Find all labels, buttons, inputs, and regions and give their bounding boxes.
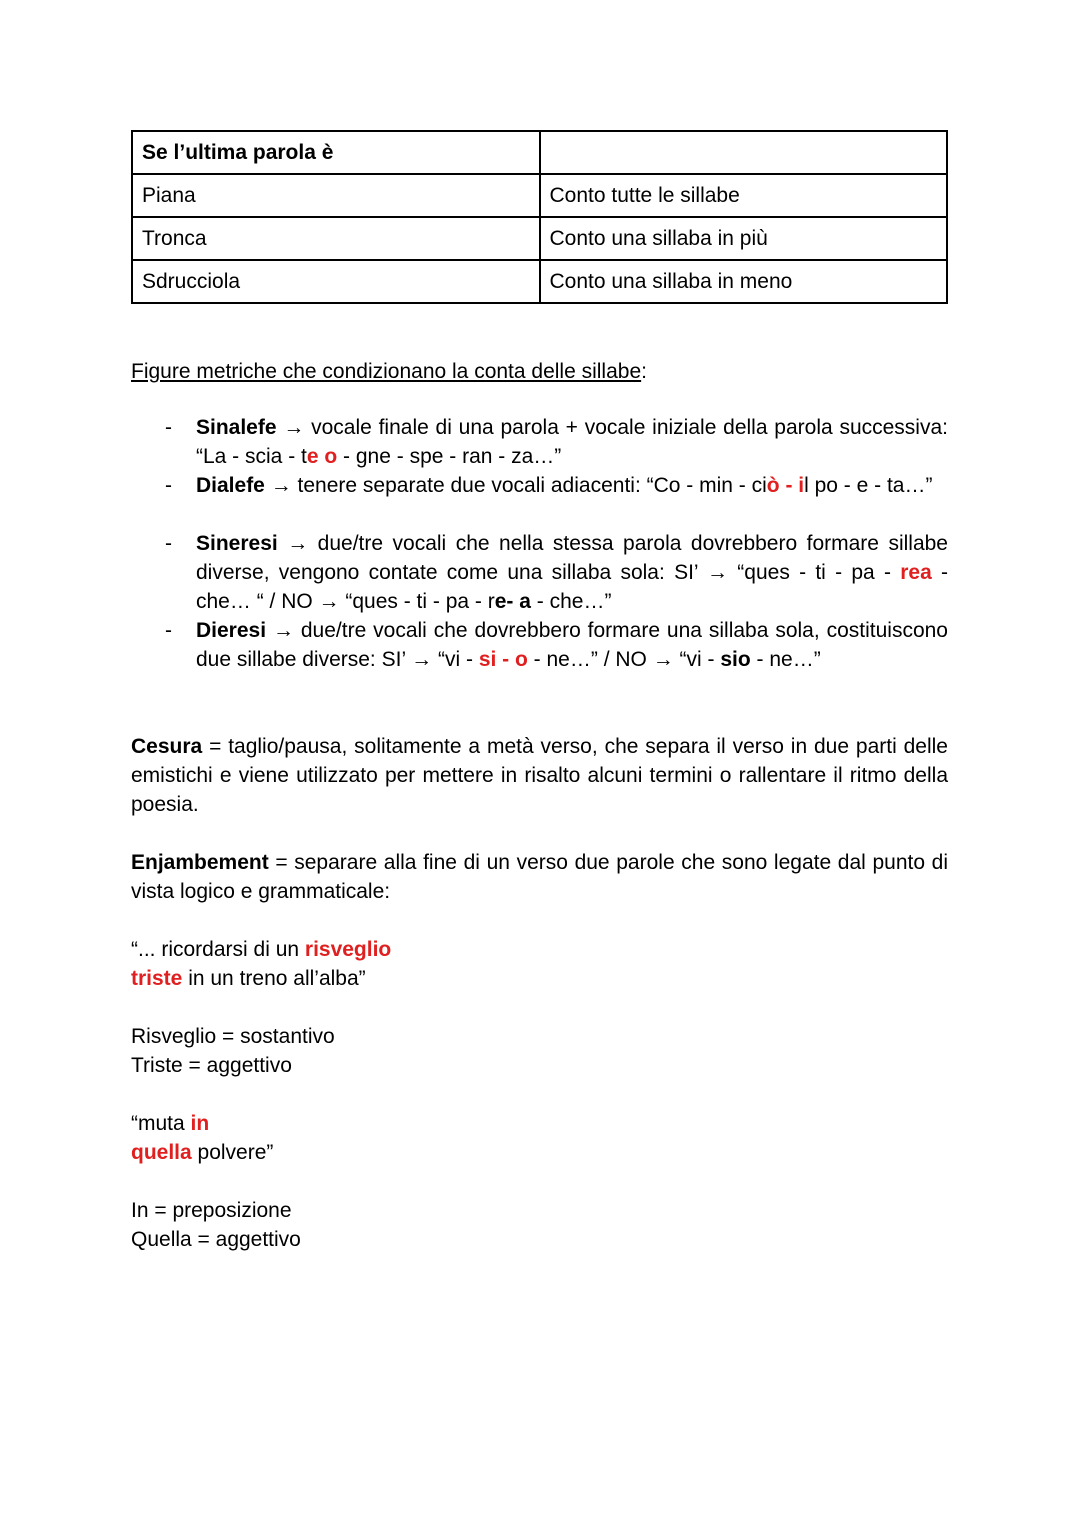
list-item-dialefe: [131, 471, 948, 500]
dialefe-highlight: ò - i: [766, 474, 805, 497]
term-dieresi: Dieresi: [196, 619, 267, 642]
term-sineresi: Sineresi: [196, 532, 278, 555]
enjambement-definition: = separare alla fine di un verso due parole che sono legate dal punto di vista logico e grammaticale:: [131, 851, 948, 903]
dialefe-text-end: l po - e - ta…”: [804, 474, 933, 497]
table-cell-rule: Conto una sillaba in meno: [540, 260, 948, 303]
dieresi-text: → due/tre vocali che dovrebbero formare una sillaba sola, costituiscono due sillabe diverse: SI’ → “vi -: [196, 619, 948, 671]
term-enjambement: Enjambement: [131, 851, 269, 874]
table-header-row: [132, 131, 947, 174]
figures-title-text: Figure metriche che condizionano la conta delle sillabe: [131, 360, 642, 383]
example-2-verse-2: [131, 1138, 948, 1167]
term-cesura: Cesura: [131, 735, 203, 758]
enjambement-example-2: [131, 1109, 948, 1167]
table-cell-word-type: Tronca: [132, 217, 540, 260]
example-2-verse-1: [131, 1109, 948, 1138]
table-row: [132, 217, 947, 260]
table-header-cell: [540, 131, 948, 174]
sineresi-text: → due/tre vocali che nella stessa parola dovrebbero formare sillabe diverse, vengono contate come una sillaba sola: SI’ → “ques - ti - pa -: [196, 532, 948, 584]
verse-highlight: in: [190, 1112, 210, 1135]
verse-highlight: quella: [131, 1141, 192, 1164]
figures-title-colon: :: [641, 360, 647, 383]
example-1-notes: [131, 1022, 948, 1080]
list-item-sinalefe: [131, 413, 948, 471]
example-1-verse-2: [131, 964, 948, 993]
table-header-cell: Se l’ultima parola è: [132, 131, 540, 174]
table-cell-rule: Conto una sillaba in più: [540, 217, 948, 260]
sineresi-text-mid: - che… “ / NO → “ques - ti - pa - r: [196, 561, 948, 613]
table-row: [132, 260, 947, 303]
dieresi-text-end: - ne…”: [750, 648, 821, 671]
dialefe-text: → tenere separate due vocali adiacenti: “Co - min - ci: [264, 474, 767, 497]
table-cell-word-type: Piana: [132, 174, 540, 217]
note-in: In = preposizione: [131, 1199, 292, 1222]
dieresi-bold: sio: [720, 648, 751, 671]
metric-figures-list: [131, 413, 948, 674]
note-quella: Quella = aggettivo: [131, 1228, 301, 1251]
note-triste: Triste = aggettivo: [131, 1054, 292, 1077]
enjambement-example-1: [131, 935, 948, 993]
verse-text: polvere”: [191, 1141, 274, 1164]
sineresi-text-end: - che…”: [530, 590, 612, 613]
document-content: [131, 130, 948, 1254]
table-row: [132, 174, 947, 217]
example-1-verse-1: [131, 935, 948, 964]
example-2-notes: [131, 1196, 948, 1254]
enjambement-paragraph: [131, 848, 948, 906]
note-risveglio: Risveglio = sostantivo: [131, 1025, 335, 1048]
verse-highlight: risveglio: [304, 938, 392, 961]
syllable-rules-table: [131, 130, 948, 304]
sineresi-highlight: rea: [900, 561, 932, 584]
sinalefe-text: → vocale finale di una parola + vocale iniziale della parola successiva: “La - scia - t: [196, 416, 948, 468]
cesura-paragraph: [131, 732, 948, 819]
term-dialefe: Dialefe: [196, 474, 265, 497]
verse-highlight: triste: [131, 967, 183, 990]
figures-section-title: [131, 357, 948, 386]
verse-text: “muta: [131, 1112, 191, 1135]
dieresi-text-mid: - ne…” / NO → “vi -: [527, 648, 721, 671]
table-cell-rule: Conto tutte le sillabe: [540, 174, 948, 217]
term-sinalefe: Sinalefe: [196, 416, 277, 439]
sinalefe-text-end: - gne - spe - ran - za…”: [337, 445, 562, 468]
sinalefe-highlight: e o: [306, 445, 338, 468]
verse-text: in un treno all’alba”: [182, 967, 366, 990]
table-cell-word-type: Sdrucciola: [132, 260, 540, 303]
verse-text: “... ricordarsi di un: [131, 938, 305, 961]
list-item-dieresi: [131, 616, 948, 674]
dieresi-highlight: si - o: [478, 648, 528, 671]
cesura-definition: = taglio/pausa, solitamente a metà verso, che separa il verso in due parti delle emistichi e viene utilizzato per mettere in risalto alcuni termini o rallentare il ritmo della poesia.: [131, 735, 948, 816]
sineresi-bold: e- a: [494, 590, 531, 613]
list-item-sineresi: [131, 529, 948, 616]
